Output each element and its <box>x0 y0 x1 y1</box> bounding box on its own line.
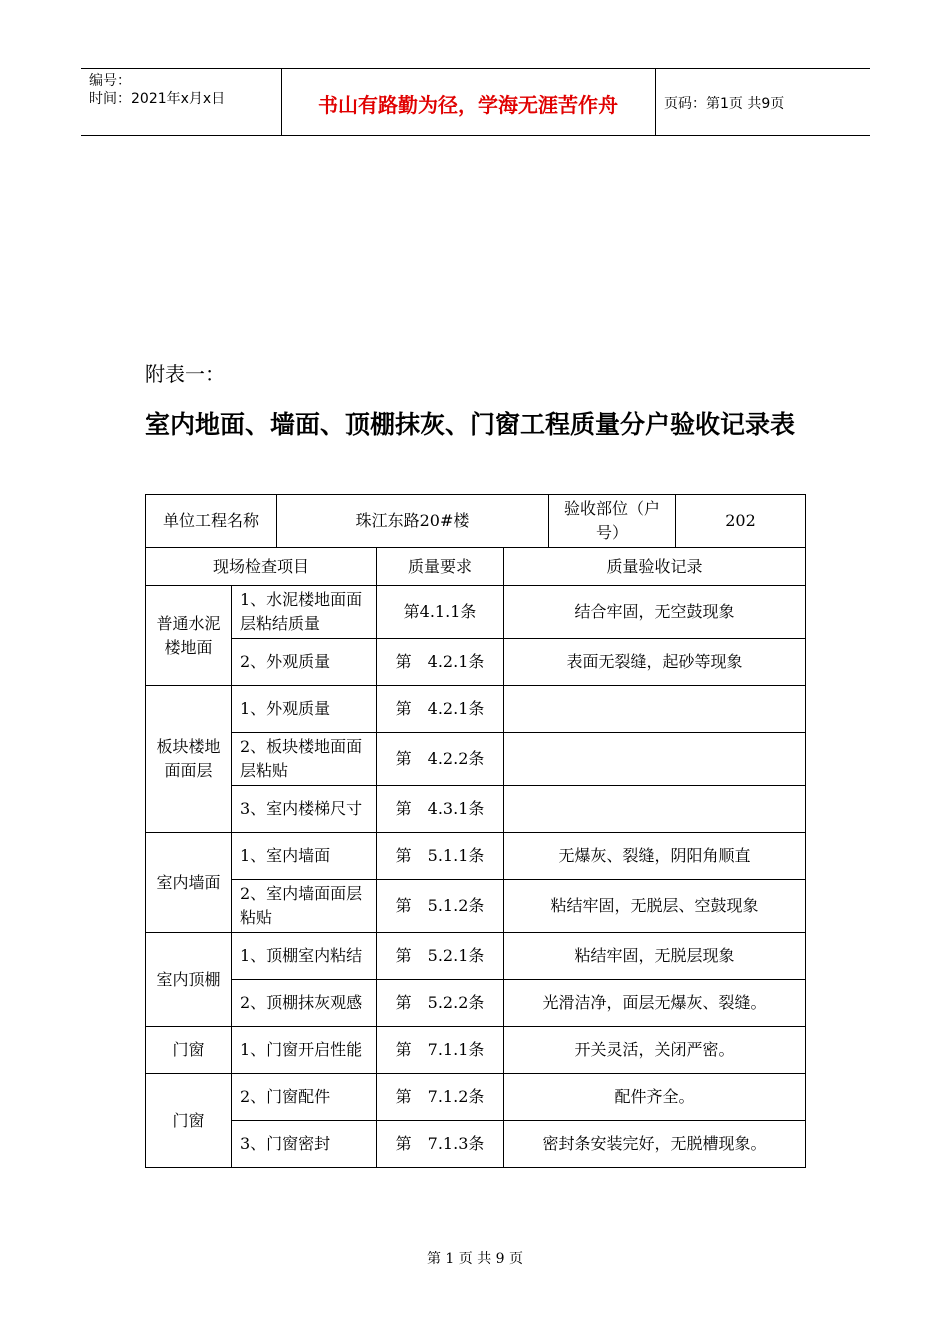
header-bottom-rule <box>81 135 870 136</box>
col-header-item: 现场检查项目 <box>146 548 377 586</box>
column-header-row <box>146 548 806 586</box>
project-name-label: 单位工程名称 <box>146 495 277 548</box>
requirement: 第 4.2.2条 <box>377 733 504 786</box>
table-row <box>146 686 806 733</box>
header-motto: 书山有路勤为径，学海无涯苦作舟 <box>318 93 618 117</box>
info-row <box>146 495 806 548</box>
col-header-requirement: 质量要求 <box>377 548 504 586</box>
check-item: 2、室内墙面面层粘贴 <box>232 880 377 933</box>
position-value: 202 <box>676 495 806 548</box>
page-footer: 第 1 页 共 9 页 <box>426 1251 524 1267</box>
record: 光滑洁净，面层无爆灰、裂缝。 <box>504 980 806 1027</box>
requirement: 第 5.1.2条 <box>377 880 504 933</box>
requirement: 第 7.1.2条 <box>377 1074 504 1121</box>
requirement: 第 7.1.3条 <box>377 1121 504 1168</box>
requirement: 第 4.2.1条 <box>377 639 504 686</box>
record: 表面无裂缝，起砂等现象 <box>504 639 806 686</box>
record <box>504 686 806 733</box>
record: 密封条安装完好，无脱槽现象。 <box>504 1121 806 1168</box>
table-row <box>146 833 806 880</box>
requirement: 第 7.1.1条 <box>377 1027 504 1074</box>
check-item: 2、门窗配件 <box>232 1074 377 1121</box>
record: 开关灵活，关闭严密。 <box>504 1027 806 1074</box>
check-item: 2、顶棚抹灰观感 <box>232 980 377 1027</box>
table-row <box>146 639 806 686</box>
record: 无爆灰、裂缝，阴阳角顺直 <box>504 833 806 880</box>
check-item: 1、室内墙面 <box>232 833 377 880</box>
table-row <box>146 786 806 833</box>
requirement: 第 5.2.1条 <box>377 933 504 980</box>
check-item: 2、板块楼地面面层粘贴 <box>232 733 377 786</box>
header-top-rule <box>81 68 870 69</box>
table-row <box>146 880 806 933</box>
group-name: 室内顶棚 <box>146 933 232 1027</box>
record: 配件齐全。 <box>504 1074 806 1121</box>
requirement: 第4.1.1条 <box>377 586 504 639</box>
header-number-label: 编号： <box>89 73 131 89</box>
record: 粘结牢固，无脱层现象 <box>504 933 806 980</box>
requirement: 第 5.1.1条 <box>377 833 504 880</box>
table-row <box>146 980 806 1027</box>
record: 结合牢固，无空鼓现象 <box>504 586 806 639</box>
position-label: 验收部位（户号） <box>549 495 676 548</box>
table-row <box>146 1027 806 1074</box>
table-row <box>146 1074 806 1121</box>
record: 粘结牢固，无脱层、空鼓现象 <box>504 880 806 933</box>
table-row <box>146 586 806 639</box>
check-item: 1、外观质量 <box>232 686 377 733</box>
document-title: 室内地面、墙面、顶棚抹灰、门窗工程质量分户验收记录表 <box>145 410 796 439</box>
table-row <box>146 733 806 786</box>
group-name: 门窗 <box>146 1027 232 1074</box>
header-date: 时间：2021年x月x日 <box>89 91 226 107</box>
inspection-table <box>145 494 806 1168</box>
table-row <box>146 1121 806 1168</box>
check-item: 2、外观质量 <box>232 639 377 686</box>
requirement: 第 4.2.1条 <box>377 686 504 733</box>
check-item: 3、门窗密封 <box>232 1121 377 1168</box>
group-name: 普通水泥楼地面 <box>146 586 232 686</box>
record <box>504 786 806 833</box>
requirement: 第 4.3.1条 <box>377 786 504 833</box>
table-row <box>146 933 806 980</box>
group-name: 门窗 <box>146 1074 232 1168</box>
check-item: 1、门窗开启性能 <box>232 1027 377 1074</box>
check-item: 1、水泥楼地面面层粘结质量 <box>232 586 377 639</box>
header-divider-right <box>655 68 656 135</box>
requirement: 第 5.2.2条 <box>377 980 504 1027</box>
project-name-value: 珠江东路20#楼 <box>277 495 549 548</box>
record <box>504 733 806 786</box>
col-header-record: 质量验收记录 <box>504 548 806 586</box>
check-item: 3、室内楼梯尺寸 <box>232 786 377 833</box>
appendix-label: 附表一： <box>145 362 225 386</box>
group-name: 室内墙面 <box>146 833 232 933</box>
check-item: 1、顶棚室内粘结 <box>232 933 377 980</box>
group-name: 板块楼地面面层 <box>146 686 232 833</box>
header-page-info: 页码：第1页 共9页 <box>664 96 785 112</box>
